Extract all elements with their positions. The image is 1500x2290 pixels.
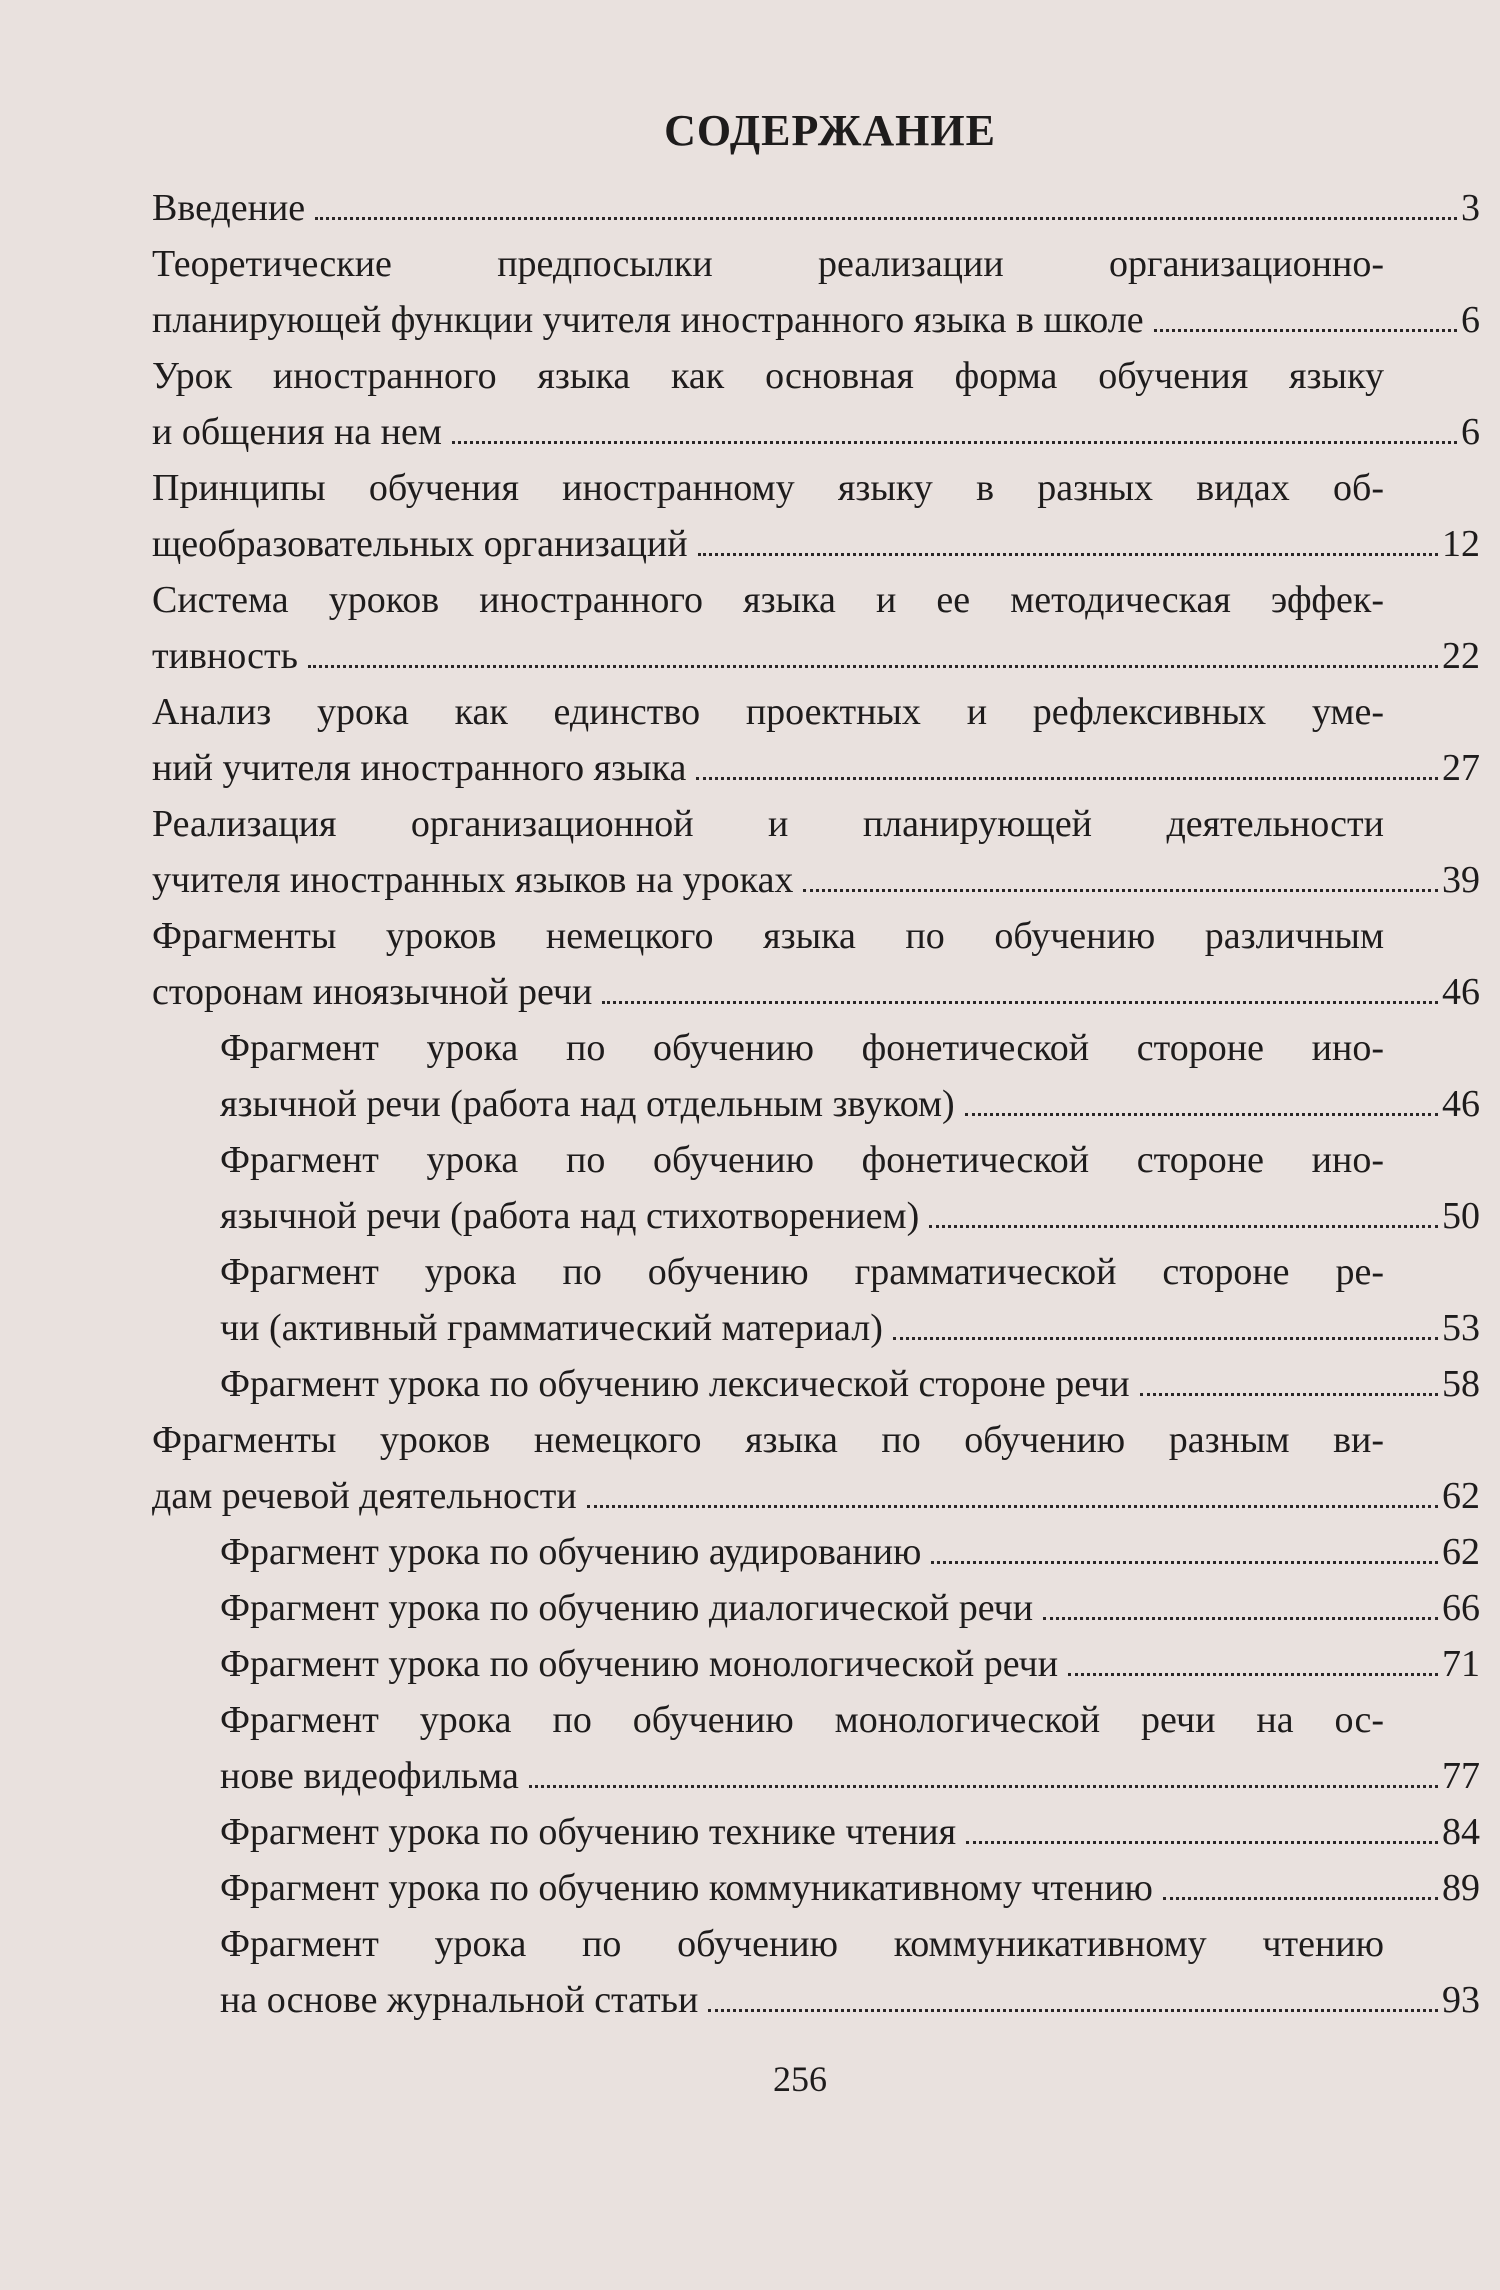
toc-entry (0, 684, 1500, 796)
toc-entry-page: 66 (1442, 1587, 1480, 1629)
dot-leader (803, 888, 1438, 892)
toc-entry-leader-line (220, 1524, 1480, 1580)
toc-entry-leader-line (152, 516, 1480, 572)
dot-leader (1043, 1616, 1438, 1620)
toc-entry (0, 1916, 1500, 2028)
toc-entry-page: 62 (1442, 1531, 1480, 1573)
toc-entry-title-line: планирующей функции учителя иностранного языка в школе (152, 299, 1144, 341)
toc-entry-title-line: Анализ урока как единство проектных и рефлексивных уме- (152, 691, 1384, 733)
toc-entry (0, 460, 1500, 572)
toc-entry-title-line: Фрагмент урока по обучению технике чтения (220, 1811, 957, 1853)
toc-entry-title-line: Система уроков иностранного языка и ее методическая эффек- (152, 579, 1384, 621)
table-of-contents (0, 180, 1500, 2028)
toc-entry-page: 6 (1461, 411, 1480, 453)
toc-entry-page: 46 (1442, 1083, 1480, 1125)
dot-leader (602, 1000, 1438, 1004)
toc-entry-title-line: Фрагмент урока по обучению аудированию (220, 1531, 922, 1573)
toc-entry-title-line: чи (активный грамматический материал) (220, 1307, 883, 1349)
toc-entry-leader-line (152, 404, 1480, 460)
toc-entry (0, 908, 1500, 1020)
dot-leader (1163, 1896, 1438, 1900)
toc-entry-title-line: Фрагмент урока по обучению монологической речи (220, 1643, 1059, 1685)
toc-entry-page: 22 (1442, 635, 1480, 677)
toc-entry-page: 77 (1442, 1755, 1480, 1797)
toc-entry (0, 1132, 1500, 1244)
toc-entry-leader-line (220, 1076, 1480, 1132)
toc-entry-title-line: щеобразовательных организаций (152, 523, 688, 565)
toc-entry (0, 1020, 1500, 1132)
dot-leader (965, 1112, 1438, 1116)
toc-entry (0, 1692, 1500, 1804)
toc-entry-leader-line (220, 1804, 1480, 1860)
toc-entry-title-line: Фрагмент урока по обучению коммуникативному чтению (220, 1923, 1384, 1965)
toc-entry-page: 89 (1442, 1867, 1480, 1909)
toc-entry-leader-line (220, 1748, 1480, 1804)
toc-entry-title-line: Фрагмент урока по обучению диалогической речи (220, 1587, 1034, 1629)
toc-entry (0, 1244, 1500, 1356)
toc-entry-title-line: тивность (152, 635, 298, 677)
page-title: СОДЕРЖАНИЕ (664, 106, 996, 155)
toc-entry-leader-line (152, 292, 1480, 348)
dot-leader (315, 216, 1457, 220)
toc-entry-leader-line (152, 740, 1480, 796)
toc-entry-leader-line (220, 1860, 1480, 1916)
dot-leader (966, 1840, 1438, 1844)
toc-entry-title-line: нове видеофильма (220, 1755, 519, 1797)
dot-leader (1068, 1672, 1438, 1676)
toc-entry-title-line: Теоретические предпосылки реализации организационно- (152, 243, 1384, 285)
toc-entry-title-line: Урок иностранного языка как основная форма обучения языку (152, 355, 1384, 397)
toc-entry-title-line: Фрагмент урока по обучению фонетической стороне ино- (220, 1027, 1384, 1069)
toc-entry-leader-line (220, 1300, 1480, 1356)
toc-entry-title-line: Фрагмент урока по обучению монологической речи на ос- (220, 1699, 1384, 1741)
toc-entry-leader-line (220, 1188, 1480, 1244)
toc-entry-page: 46 (1442, 971, 1480, 1013)
toc-entry-title-line: язычной речи (работа над отдельным звуком) (220, 1083, 955, 1125)
toc-entry-leader-line (220, 1356, 1480, 1412)
toc-entry-leader-line (152, 180, 1480, 236)
toc-entry-page: 53 (1442, 1307, 1480, 1349)
toc-entry-title-line: Фрагмент урока по обучению коммуникативному чтению (220, 1867, 1153, 1909)
toc-entry-title-line: Фрагмент урока по обучению фонетической стороне ино- (220, 1139, 1384, 1181)
toc-entry-title-line: Фрагменты уроков немецкого языка по обучению различным (152, 915, 1384, 957)
toc-entry-leader-line (152, 1468, 1480, 1524)
toc-entry (0, 180, 1500, 236)
dot-leader (308, 664, 1438, 668)
toc-entry (0, 1524, 1500, 1580)
toc-entry-page: 50 (1442, 1195, 1480, 1237)
toc-entry-page: 12 (1442, 523, 1480, 565)
dot-leader (1154, 328, 1457, 332)
toc-entry-page: 62 (1442, 1475, 1480, 1517)
dot-leader (893, 1336, 1438, 1340)
dot-leader (696, 776, 1438, 780)
toc-entry-leader-line (220, 1580, 1480, 1636)
toc-entry-title-line: Реализация организационной и планирующей деятельности (152, 803, 1384, 845)
toc-entry-title-line: Введение (152, 187, 306, 229)
toc-entry-leader-line (152, 852, 1480, 908)
toc-entry-page: 3 (1461, 187, 1480, 229)
toc-entry-title-line: на основе журнальной статьи (220, 1979, 699, 2021)
toc-entry-page: 58 (1442, 1363, 1480, 1405)
dot-leader (587, 1504, 1438, 1508)
toc-entry (0, 348, 1500, 460)
toc-entry-page: 84 (1442, 1811, 1480, 1853)
toc-entry-page: 27 (1442, 747, 1480, 789)
toc-entry (0, 1412, 1500, 1524)
toc-entry-leader-line (220, 1636, 1480, 1692)
dot-leader (708, 2008, 1438, 2012)
toc-entry-title-line: ний учителя иностранного языка (152, 747, 687, 789)
toc-entry-title-line: дам речевой деятельности (152, 1475, 577, 1517)
toc-entry (0, 1804, 1500, 1860)
toc-entry-title-line: Фрагмент урока по обучению грамматической стороне ре- (220, 1251, 1384, 1293)
toc-entry-title-line: учителя иностранных языков на уроках (152, 859, 794, 901)
toc-entry (0, 236, 1500, 348)
toc-entry-title-line: и общения на нем (152, 411, 442, 453)
dot-leader (931, 1560, 1438, 1564)
toc-entry (0, 1580, 1500, 1636)
dot-leader (929, 1224, 1438, 1228)
toc-entry (0, 796, 1500, 908)
toc-entry-page: 39 (1442, 859, 1480, 901)
dot-leader (529, 1784, 1438, 1788)
toc-entry-page: 93 (1442, 1979, 1480, 2021)
dot-leader (1140, 1392, 1438, 1396)
toc-entry-title-line: сторонам иноязычной речи (152, 971, 593, 1013)
toc-entry-title-line: Фрагменты уроков немецкого языка по обучению разным ви- (152, 1419, 1384, 1461)
toc-entry-leader-line (152, 628, 1480, 684)
toc-entry-title-line: Фрагмент урока по обучению лексической стороне речи (220, 1363, 1130, 1405)
toc-entry-page: 71 (1442, 1643, 1480, 1685)
toc-entry (0, 1356, 1500, 1412)
toc-entry-leader-line (152, 964, 1480, 1020)
toc-entry-title-line: язычной речи (работа над стихотворением) (220, 1195, 920, 1237)
toc-entry (0, 1860, 1500, 1916)
toc-entry (0, 1636, 1500, 1692)
toc-entry (0, 572, 1500, 684)
toc-entry-leader-line (220, 1972, 1480, 2028)
toc-entry-page: 6 (1461, 299, 1480, 341)
page-number: 256 (773, 2059, 827, 2099)
dot-leader (698, 552, 1438, 556)
toc-entry-title-line: Принципы обучения иностранному языку в разных видах об- (152, 467, 1384, 509)
dot-leader (452, 440, 1457, 444)
